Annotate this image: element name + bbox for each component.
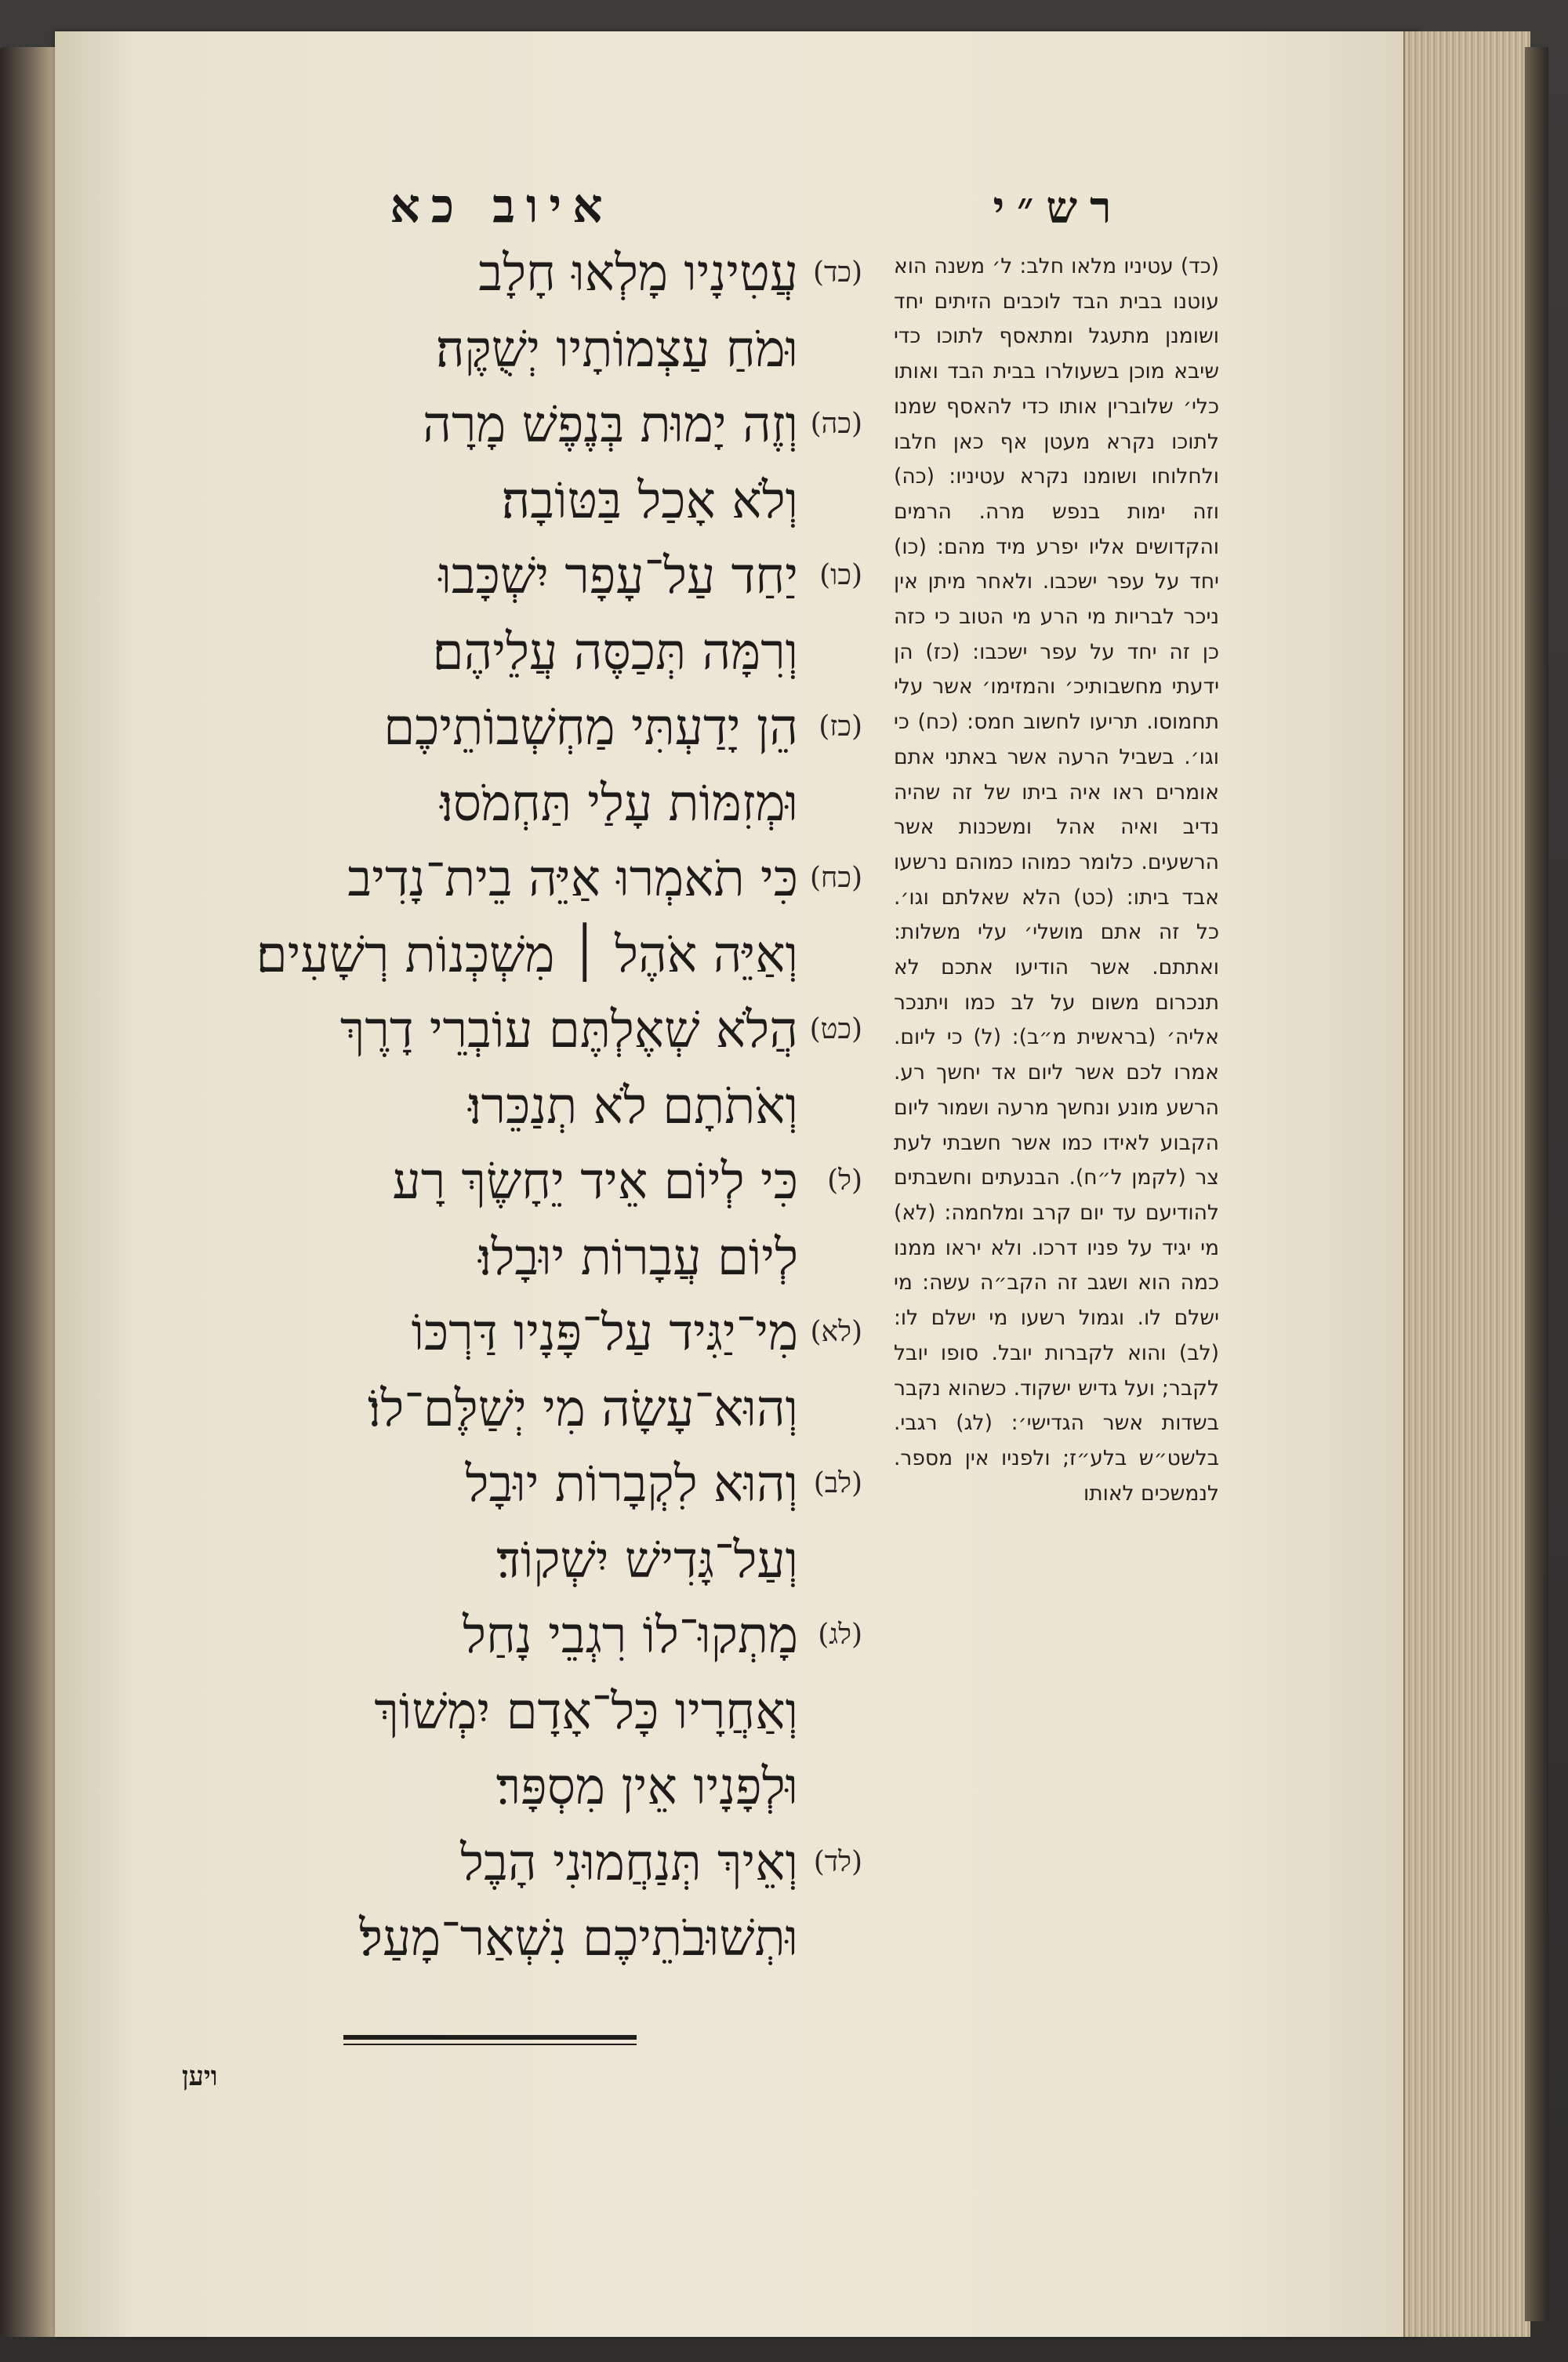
verse-line	[196, 1304, 862, 1380]
section-divider	[343, 2035, 637, 2040]
verse-text: וְאַיֵּה אֹהֶל ׀ מִשְׁכְּנוֹת רְשָׁעִים׃	[256, 925, 798, 984]
verse-text: יַחַד עַל־עָפָר יִשְׁכָּבוּ	[438, 547, 798, 605]
verse-number: (כד)	[813, 256, 862, 289]
page-edge-shadow	[1525, 47, 1548, 2321]
verse-number: (כז)	[818, 710, 862, 743]
page-stack-edges	[1403, 31, 1530, 2337]
verse-number: (לב)	[813, 1467, 862, 1499]
verse-text: וּמֹחַ עַצְמוֹתָיו יְשֻׁקֶּה׃	[435, 320, 798, 379]
verse-line	[196, 396, 862, 472]
rashi-commentary: (כד) עטיניו מלאו חלב: ל׳ משנה הוא עוטנו בבית הבד לוכבים הזיתים יחד ושומנן מתעגל ומתאסף לתוכו כדי שיבא מוכן בשעולרו בבית הבד ואותו כלי׳ שלוברין אותו כדי להאסף שמנו לתוכו נקרא מעטן אף כאן חלבו ולחלוחו ושומנו נקרא עטיניו: (כה) וזה ימות בנפש מרה. הרמים והקדושים אליו יפרע מיד מהם: (כו) יחד על עפר ישכבו. ולאחר מיתן אין ניכר לבריות מי הרע מי הטוב כי כזה כן זה יחד על עפר ישכבו: (כז) הן ידעתי מחשבותיכ׳ והמזימו׳ אשר עלי תחמוסו. תריעו לחשוב חמס: (כח) כי וגו׳. בשביל הרעה אשר באתני אתם אומרים ראו איה ביתו של זה שהיה נדיב ואיה אהל ומשכנות אשר הרשעים. כלומר כמוהו כמוהם נרשעו אבד ביתו: (כט) הלא שאלתם וגו׳. כל זה אתם מושלי׳ עלי משלות: ואתתם. אשר הודיעו אתכם לא תנכרום משום על לב כמו ויתנכר אליה׳ (בראשית מ״ב): (ל) כי ליום. אמרו לכם אשר ליום אד יחשך רע. הרשע מונע ונחשך מרעה ושמור ליום הקבוע לאידו כמו אשר חשבתי לעת צר (לקמן ל״ח). הבנעתים וחשבתים להודיעם עד יום קרב ומלחמה: (לא) מי יגיד על פניו דרכו. ולא יראו ממנו כמה הוא ושגב זה הקב״ה עשה: מי ישלם לו. וגמול רשעו מי ישלם לו: (לב) והוא לקברות יובל. סופו יובל לקבר; ועל גדיש ישקוד. כשהוא נקבר בשדות אשר הגדישי׳: (לג) רגבי. בלשט״ש בלע״ז; ולפניו אין מספר. לנמשכים לאותו	[894, 254, 1219, 1506]
verse-number: (כח)	[810, 862, 862, 894]
verse-line	[196, 623, 862, 700]
verse-line	[196, 1607, 862, 1683]
verse-line	[196, 1001, 862, 1077]
main-text-header: איוב כא	[390, 179, 614, 234]
verse-line	[196, 1229, 862, 1305]
verse-line	[196, 1077, 862, 1154]
book-binding-edge	[0, 47, 63, 2337]
section-divider-thin	[343, 2044, 637, 2045]
verse-text: וּלְפָנָיו אֵין מִסְפָּר׃	[495, 1758, 798, 1816]
verse-text: וּמְזִמּוֹת עָלַי תַּחְמֹסוּ׃	[440, 774, 798, 833]
verse-line	[196, 245, 862, 321]
verse-text: וְהוּא לִקְבָרוֹת יוּבָל	[465, 1455, 798, 1513]
verse-text: וְזֶה יָמוּת בְּנֶפֶשׁ מָרָה	[423, 396, 798, 454]
verse-number: (כט)	[809, 1013, 862, 1045]
verse-line	[196, 472, 862, 548]
verse-text: וְאֵיךְ תְּנַחֲמוּנִי הָבֶל	[460, 1833, 798, 1892]
catchword: ויען	[182, 2061, 218, 2092]
verse-text: וְעַל־גָּדִישׁ יִשְׁקוֹד׃	[496, 1531, 798, 1590]
verse-line	[196, 1910, 862, 1986]
verse-line	[196, 1683, 862, 1759]
verse-line	[196, 1380, 862, 1456]
verse-line	[196, 775, 862, 851]
verse-line	[196, 1532, 862, 1608]
verse-number: (לג)	[818, 1619, 862, 1651]
verse-text: הֵן יָדַעְתִּי מַחְשְׁבוֹתֵיכֶם	[383, 699, 798, 757]
verse-number: (כו)	[819, 559, 862, 591]
verse-line	[196, 1455, 862, 1532]
verse-number: (לא)	[810, 1316, 862, 1348]
verse-number: (כה)	[810, 408, 862, 440]
verse-line	[196, 1758, 862, 1834]
verse-text: הֲלֹא שְׁאֶלְתֶּם עוֹבְרֵי דָרֶךְ	[339, 1001, 798, 1059]
commentary-header: רש״י	[993, 182, 1124, 234]
verse-text: כִּי לְיוֹם אֵיד יֵחָשֶׂךְ רָע	[392, 1153, 798, 1211]
verse-line	[196, 321, 862, 397]
verse-line	[196, 547, 862, 623]
verse-text: מִי־יַגִּיד עַל־פָּנָיו דַּרְכּוֹ	[411, 1304, 798, 1362]
verse-text: וְאֹתֹתָם לֹא תְנַכֵּרוּ׃	[468, 1077, 798, 1136]
verse-text: לְיוֹם עֲבָרוֹת יוּבָלוּ׃	[478, 1228, 798, 1287]
verse-text: וְרִמָּה תְּכַסֶּה עֲלֵיהֶם׃	[432, 623, 798, 681]
verse-line	[196, 850, 862, 926]
verse-text: כִּי תֹאמְרוּ אַיֵּה בֵית־נָדִיב	[347, 850, 798, 908]
verse-text: וְהוּא־עָשָׂה מִי יְשַׁלֶּם־לוֹ׃	[368, 1379, 798, 1438]
verse-text: וּתְשׁוּבֹתֵיכֶם נִשְׁאַר־מָעַל׃	[359, 1910, 798, 1968]
verse-text: עֲטִינָיו מָלְאוּ חָלָב	[478, 245, 798, 303]
verse-line	[196, 699, 862, 775]
verse-number: (לד)	[813, 1845, 862, 1878]
verse-text: וְלֹא אָכַל בַּטּוֹבָה׃	[501, 471, 798, 530]
verse-line	[196, 1834, 862, 1910]
verse-line	[196, 926, 862, 1002]
verse-number: (ל)	[827, 1165, 862, 1197]
verse-column	[196, 245, 862, 1986]
verse-text: מָתְקוּ־לוֹ רִגְבֵי נָחַל	[463, 1607, 798, 1665]
verse-text: וְאַחֲרָיו כָּל־אָדָם יִמְשׁוֹךְ	[374, 1682, 798, 1741]
verse-line	[196, 1153, 862, 1229]
